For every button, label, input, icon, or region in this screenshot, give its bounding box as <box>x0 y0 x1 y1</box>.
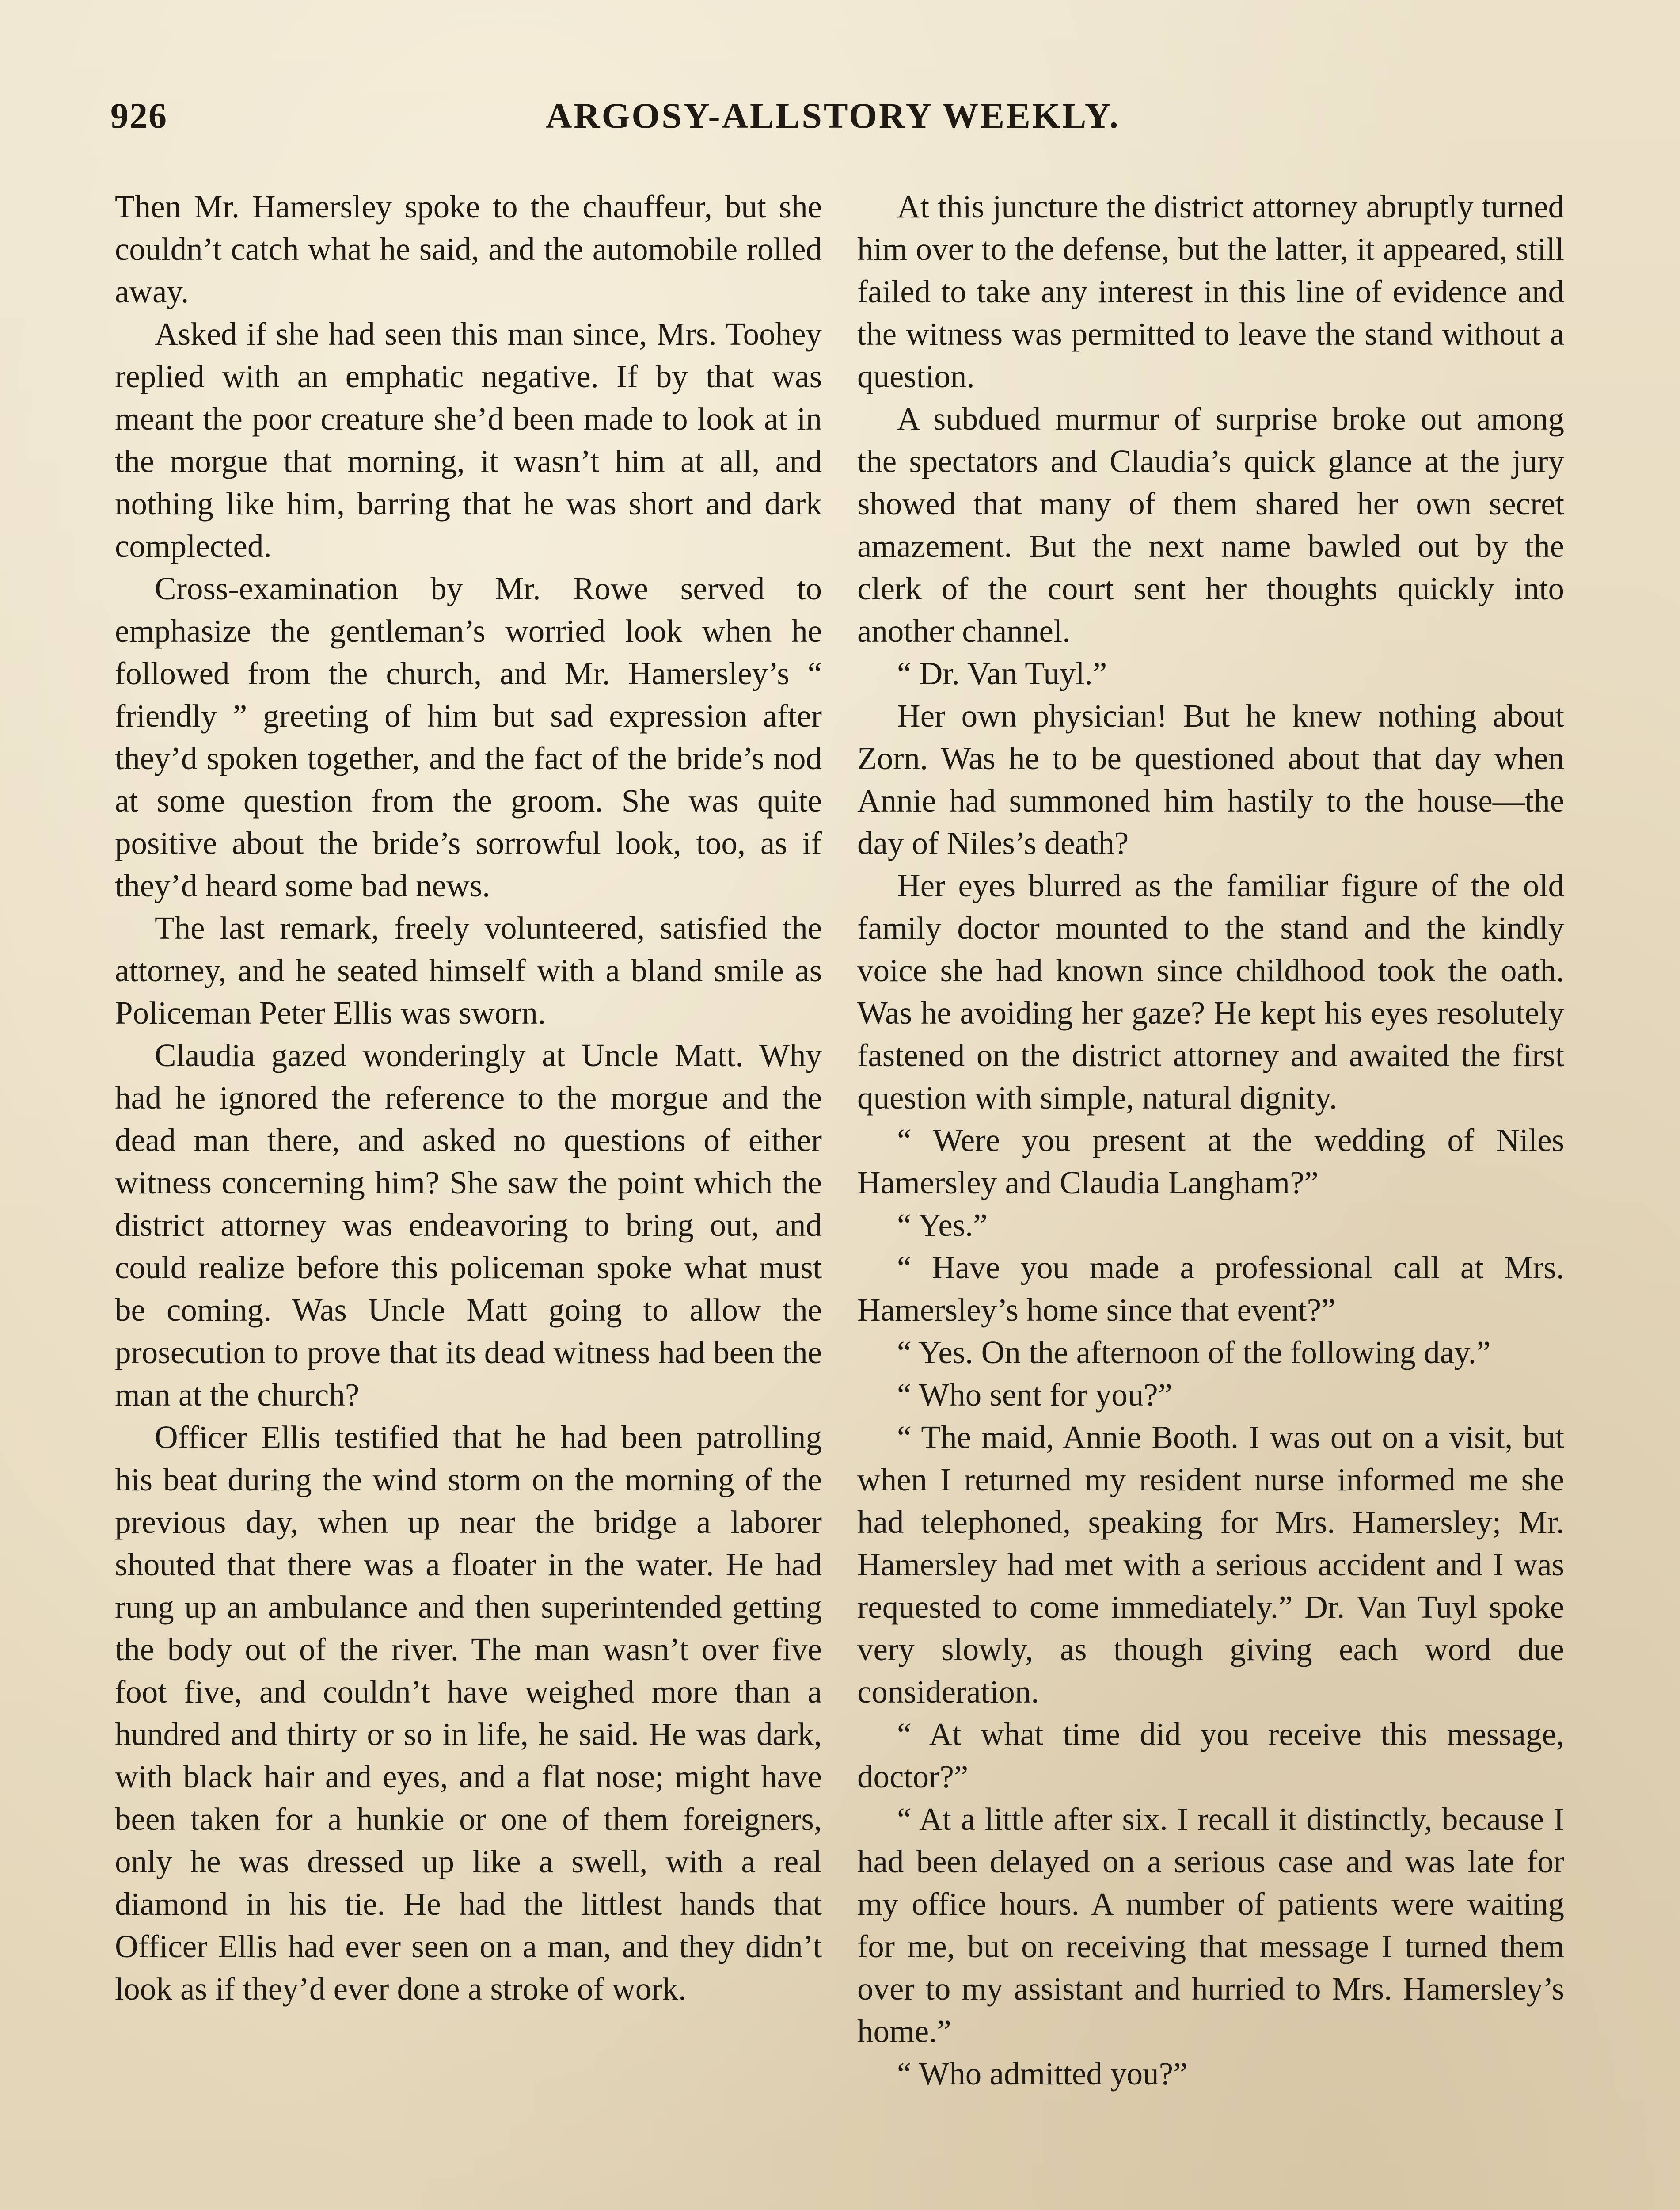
paragraph: The last remark, freely volunteered, satisfied the attorney, and he seated himself with a bland smile as Policeman Peter Ellis was sworn. <box>115 910 822 1031</box>
paragraph: Officer Ellis testified that he had been patrolling his beat during the wind storm on the morning of the previous day, when up near the bridge a laborer shouted that there was a floater in the water. He had rung up an ambulance and then superintended getting the body out of the river. The man wasn’t over five foot five, and couldn’t have weighed more than a hundred and thirty or so in life, he said. He was dark, with black hair and eyes, and a flat nose; might have been taken for a hunkie or one of them foreigners, only he was dressed up like a swell, with a real diamond in his tie. He had the littlest hands that Officer Ellis had ever seen on a man, and they didn’t look as if they’d ever done a stroke of work. <box>115 1419 822 2007</box>
paragraph: “ At what time did you receive this message, doctor?” <box>857 1716 1564 1795</box>
paragraph: Then Mr. Hamersley spoke to the chauffeur, but she couldn’t catch what he said, and the automobile rolled away. <box>115 189 822 309</box>
paragraph: “ Were you present at the wedding of Niles Hamersley and Claudia Langham?” <box>857 1122 1564 1200</box>
paragraph: At this juncture the district attorney abruptly turned him over to the defense, but the latter, it appeared, still failed to take any interest in this line of evidence and the witness was permitted to leave the stand without a question. <box>857 189 1564 394</box>
page-header <box>110 95 1555 148</box>
right-column <box>857 186 1564 2095</box>
paragraph: “ Have you made a professional call at Mrs. Hamersley’s home since that event?” <box>857 1250 1564 1328</box>
paragraph: “ Dr. Van Tuyl.” <box>897 655 1107 691</box>
paragraph: “ Who sent for you?” <box>897 1377 1172 1413</box>
paragraph: Cross-examination by Mr. Rowe served to emphasize the gentleman’s worried look when he followed from the church, and Mr. Hamersley’s “ friendly ” greeting of him but sad expression after they’d spoken together, and the fact of the bride’s nod at some question from the groom. She was quite positive about the bride’s sorrowful look, too, as if they’d heard some bad news. <box>115 571 822 903</box>
paragraph: “ Yes.” <box>897 1207 988 1243</box>
left-column <box>115 186 822 2010</box>
paragraph: A subdued murmur of surprise broke out among the spectators and Claudia’s quick glance at the jury showed that many of them shared her own secret amazement. But the next name bawled out by the clerk of the court sent her thoughts quickly into another channel. <box>857 401 1564 649</box>
paragraph: Claudia gazed wonderingly at Uncle Matt. Why had he ignored the reference to the morgue and the dead man there, and asked no questions of either witness concerning him? She saw the point which the district attorney was endeavoring to bring out, and could realize before this policeman spoke what must be coming. Was Uncle Matt going to allow the prosecution to prove that its dead witness had been the man at the church? <box>115 1037 822 1413</box>
paragraph: “ Yes. On the afternoon of the following day.” <box>897 1334 1491 1370</box>
paragraph: “ Who admitted you?” <box>897 2056 1188 2092</box>
paragraph: “ The maid, Annie Booth. I was out on a visit, but when I returned my resident nurse informed me she had telephoned, speaking for Mrs. Hamersley; Mr. Hamersley had met with a serious accident and I was requested to come immediately.” Dr. Van Tuyl spoke very slowly, as though giving each word due consideration. <box>857 1419 1564 1710</box>
paragraph: Her eyes blurred as the familiar figure of the old family doctor mounted to the stand and the kindly voice she had known since childhood took the oath. Was he avoiding her gaze? He kept his eyes resolutely fastened on the district attorney and awaited the first question with simple, natural dignity. <box>857 868 1564 1116</box>
paragraph: Asked if she had seen this man since, Mrs. Toohey replied with an emphatic negative. If by that was meant the poor creature she’d been made to look at in the morgue that morning, it wasn’t him at all, and nothing like him, barring that he was short and dark complected. <box>115 316 822 564</box>
paragraph: Her own physician! But he knew nothing about Zorn. Was he to be questioned about that day when Annie had summoned him hastily to the house—the day of Niles’s death? <box>857 698 1564 861</box>
running-title: ARGOSY-ALLSTORY WEEKLY. <box>546 95 1120 136</box>
page-number: 926 <box>110 95 167 136</box>
paragraph: “ At a little after six. I recall it distinctly, because I had been delayed on a serious case and was late for my office hours. A number of patients were waiting for me, but on receiving that message I turned them over to my assistant and hurried to Mrs. Hamersley’s home.” <box>857 1801 1564 2049</box>
